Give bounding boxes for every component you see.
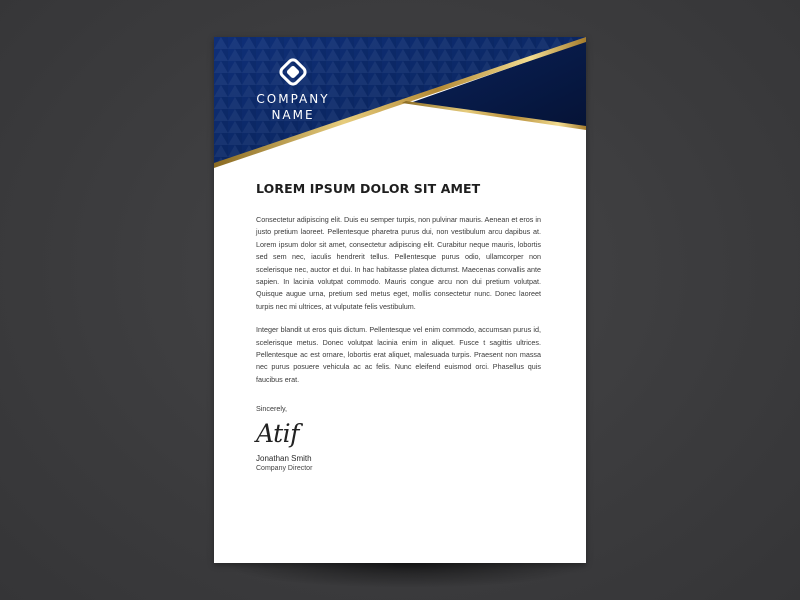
letter-heading: LOREM IPSUM DOLOR SIT AMET bbox=[256, 181, 481, 196]
company-name-line2: NAME bbox=[271, 108, 315, 122]
letter-closing: Sincerely, bbox=[256, 404, 288, 414]
letter-paragraph-2: Integer blandit ut eros quis dictum. Pellentesque vel enim commodo, accumsan purus id, scelerisque metus. Donec volutpat lacinia enim in aliquet. Fusce t sagittis ultrices. Pellentesque ac est ornare, lobortis erat aliquet, malesuada turpis. Praesent non massa nec purus posuere vehicula ac ac felis. Nunc eleifend euismod orci. Phasellus quis faucibus erat. bbox=[256, 325, 541, 384]
letterhead-page bbox=[214, 37, 586, 563]
handwritten-signature: Atif bbox=[256, 419, 299, 449]
letter-body bbox=[256, 181, 541, 474]
company-name-line1: COMPANY bbox=[256, 92, 330, 106]
rounded-diamond-logo-icon bbox=[276, 55, 310, 89]
letter-paragraph-1: Consectetur adipiscing elit. Duis eu semper turpis, non pulvinar mauris. Aenean et eros in justo pretium laoreet. Pellentesque pharetra purus dui, non vestibulum arcu dapibus at. Lorem ipsum dolor sit amet, consectetur adipiscing elit. Curabitur neque mauris, lobortis sed sem nec, iaculis hendrerit tellus. Pellentesque purus odio, ullamcorper non scelerisque nec, auctor et dui. In hac habitasse platea dictumst. Maecenas convallis ante sapien. In lacinia volutpat commodo. Mauris congue arcu non dui pretium volutpat. Quisque augue urna, pretium sed metus eget, mollis consectetur nunc. Donec laoreet turpis nec mi ultrices, at vulputate felis vestibulum. bbox=[256, 215, 541, 311]
company-logo bbox=[214, 55, 372, 121]
signer-name: Jonathan Smith bbox=[256, 454, 312, 464]
signer-title: Company Director bbox=[256, 465, 313, 473]
